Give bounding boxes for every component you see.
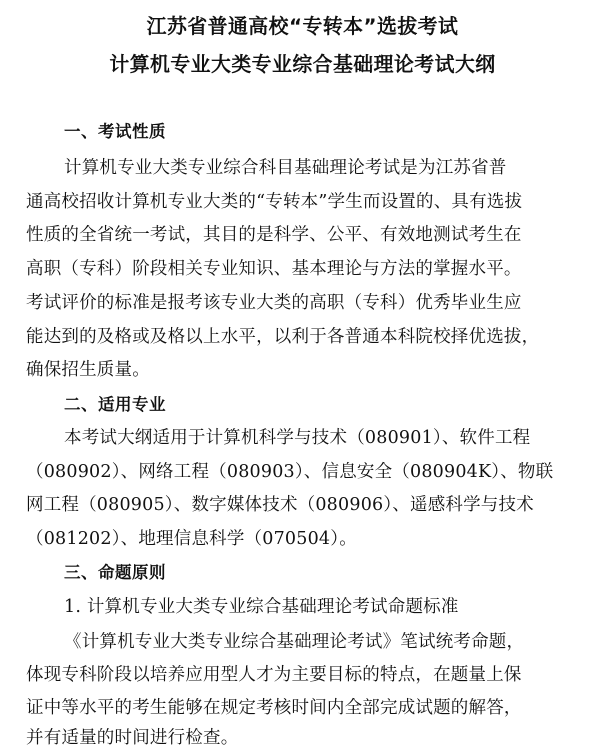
section-heading-exam-nature: 一、考试性质 [64, 122, 166, 141]
paragraph-line: 网工程（080905）、数字媒体技术（080906）、遥感科学与技术 [26, 495, 534, 515]
section-heading-applicable-majors: 二、适用专业 [64, 395, 166, 414]
paragraph-line: 计算机专业大类专业综合科目基础理论考试是为江苏省普 [64, 158, 507, 178]
paragraph-line: 体现专科阶段以培养应用型人才为主要目标的特点，在题量上保 [26, 665, 522, 685]
paragraph-line: 性质的全省统一考试，其目的是科学、公平、有效地测试考生在 [26, 225, 522, 245]
document-title-line-1: 江苏省普通高校“专转本”选拔考试 [146, 15, 459, 38]
paragraph-line: 确保招生质量。 [26, 360, 150, 380]
paragraph-line: 高职（专科）阶段相关专业知识、基本理论与方法的掌握水平。 [26, 259, 522, 279]
paragraph-line: （081202）、地理信息科学（070504）。 [26, 529, 357, 549]
paragraph-line: 1. 计算机专业大类专业综合基础理论考试命题标准 [64, 597, 459, 617]
paragraph-line: 《计算机专业大类专业综合基础理论考试》笔试统考命题， [64, 632, 525, 652]
section-heading-proposition-principles: 三、命题原则 [64, 563, 166, 582]
paragraph-line: （080902）、网络工程（080903）、信息安全（080904K）、物联 [26, 462, 554, 482]
paragraph-line: 通高校招收计算机专业大类的“专转本”学生而设置的、具有选拔 [26, 192, 523, 212]
paragraph-line: 并有适量的时间进行检查。 [26, 728, 239, 748]
document-title-line-2: 计算机专业大类专业综合基础理论考试大纲 [109, 53, 496, 76]
paragraph-line: 能达到的及格或及格以上水平，以利于各普通本科院校择优选拔， [26, 327, 540, 347]
paragraph-line: 考试评价的标准是报考该专业大类的高职（专科）优秀毕业生应 [26, 293, 522, 313]
paragraph-line: 本考试大纲适用于计算机科学与技术（080901）、软件工程 [64, 428, 531, 448]
paragraph-line: 证中等水平的考生能够在规定考核时间内全部完成试题的解答， [26, 698, 522, 718]
